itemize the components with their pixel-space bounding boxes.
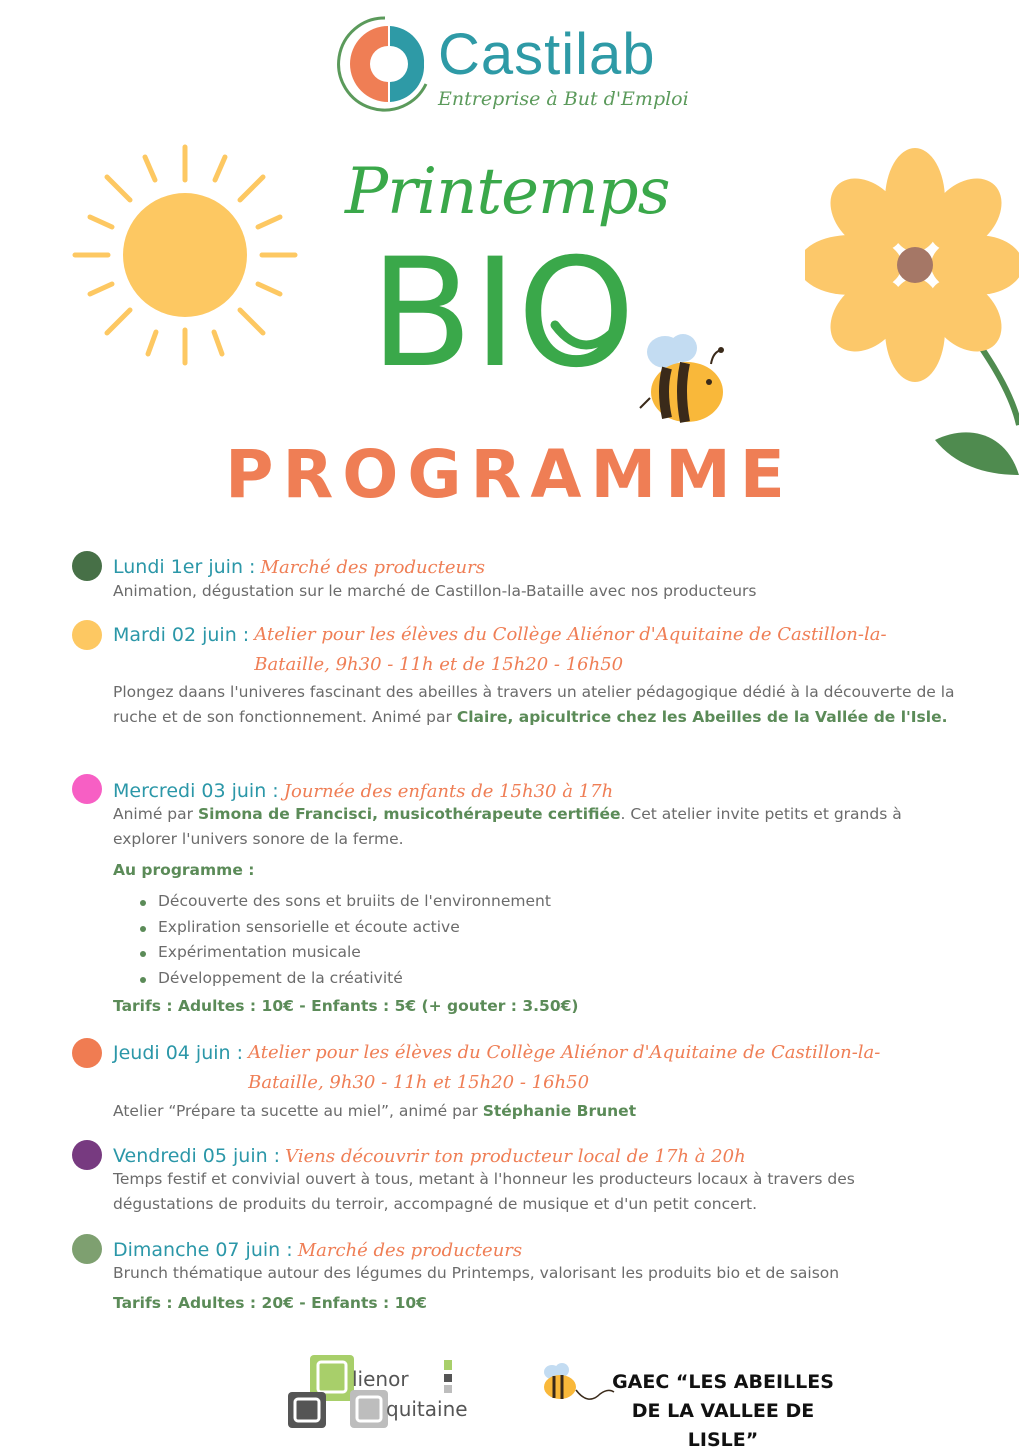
event-dot [72,620,102,650]
partner2-name [598,1368,848,1455]
programme-list [138,889,551,991]
event-activity: Journée des enfants de 15h30 à 17h [283,781,614,802]
event-host: Stéphanie Brunet [482,1102,637,1120]
brand-tagline: Entreprise à But d'Emploi [438,88,689,110]
event-day: Jeudi 04 juin : [113,1042,244,1064]
partner1-line2: quitaine [386,1397,468,1421]
event-description: Temps festif et convivial ouvert à tous, metant à l'honneur les producteurs locaux à travers des dégustations de produits du terroir, accompagné de musique et d'un petit concert. [113,1170,855,1213]
list-item: Expérimentation musicale [138,940,551,966]
castilab-logo-icon [336,12,434,116]
partner1-line1: lienor [352,1367,409,1391]
tarifs: Tarifs : Adultes : 20€ - Enfants : 10€ [113,1294,427,1312]
event-day: Dimanche 07 juin : [113,1239,293,1261]
programme-label: Au programme : [113,861,255,879]
event-activity: Marché des producteurs [260,557,485,578]
event-day: Lundi 1er juin : [113,556,256,578]
event-dot [72,1038,102,1068]
event-description: Brunch thématique autour des légumes du Printemps, valorisant les produits bio et de saison [113,1264,840,1282]
event-dot [72,774,102,804]
tarifs: Tarifs : Adultes : 10€ - Enfants : 5€ (+ gouter : 3.50€) [113,997,579,1015]
event-activity: Marché des producteurs [297,1240,523,1261]
bio-text: BIO [370,245,636,375]
partner2-line1: GAEC “LES ABEILLES [612,1371,834,1393]
list-item: Expliration sensorielle et écoute active [138,915,551,941]
brand-name: Castilab [438,22,656,87]
event-dot [72,1140,102,1170]
event-activity-line2: Bataille, 9h30 - 11h et 15h20 - 16h50 [248,1072,590,1093]
sun-icon [70,142,300,372]
event-description: Atelier “Prépare ta sucette au miel”, animé par Stéphanie Brunet [113,1102,637,1120]
event-description: Animé par Simona de Francisci, musicothérapeute certifiée. Cet atelier invite petits et grands à explorer l'univers sonore de la ferme. [113,805,902,848]
partner2-line2: DE LA VALLEE DE LISLE” [631,1400,815,1451]
programme-title: PROGRAMME [225,436,794,513]
event-activity-line2: Bataille, 9h30 - 11h et de 15h20 - 16h50 [254,654,624,675]
event-activity: Viens découvrir ton producteur local de 17h à 20h [285,1146,746,1167]
alienor-aquitaine-logo [286,1352,476,1430]
event-activity-line1: Atelier pour les élèves du Collège Aliénor d'Aquitaine de Castillon-la- [248,1042,881,1063]
event-description: Animation, dégustation sur le marché de Castillon-la-Bataille avec nos producteurs [113,582,757,600]
flower-icon [805,145,1019,490]
list-item: Développement de la créativité [138,966,551,992]
event-host: Simona de Francisci, musicothérapeute certifiée [197,805,621,823]
event-description: Plongez daans l'univeres fascinant des abeilles à travers un atelier pédagogique dédié à la découverte de la ruche et de son fonctionnement. Animé par Claire, apicultrice chez les Abeilles de la Vallée de l'Isle. [113,683,955,726]
event-host: Claire, apicultrice chez les Abeilles de la Vallée de l'Isle. [456,708,948,726]
bee-icon [635,330,735,426]
event-day: Mercredi 03 juin : [113,780,279,802]
event-day: Mardi 02 juin : [113,624,250,646]
hero-main-title [370,245,650,375]
list-item: Découverte des sons et bruiits de l'environnement [138,889,551,915]
hero-script-title: Printemps [345,155,670,229]
event-activity-line1: Atelier pour les élèves du Collège Aliénor d'Aquitaine de Castillon-la- [254,624,887,645]
event-day: Vendredi 05 juin : [113,1145,281,1167]
event-dot [72,1234,102,1264]
event-dot [72,551,102,581]
